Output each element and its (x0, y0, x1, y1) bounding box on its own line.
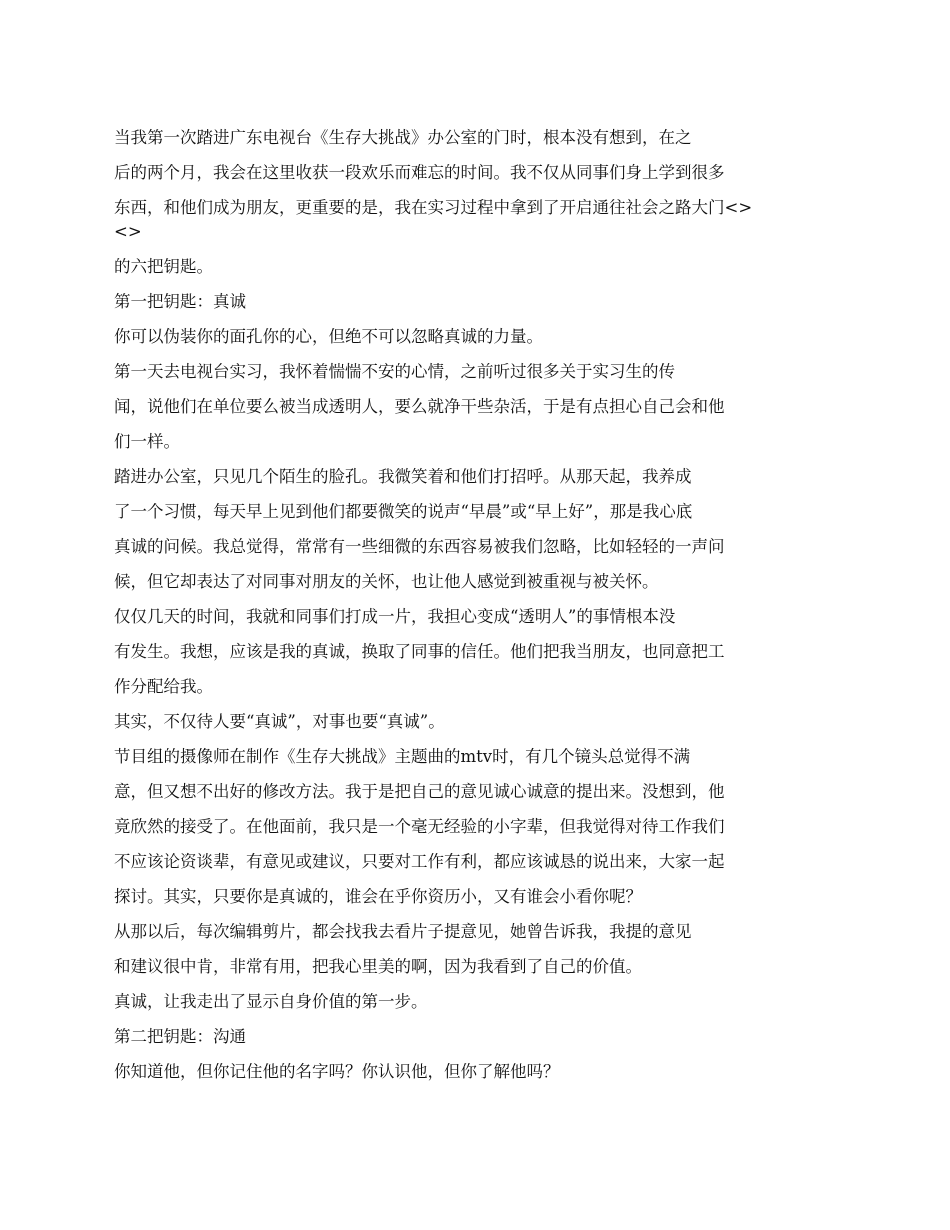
text-line: 闻，说他们在单位要么被当成透明人，要么就净干些杂活，于是有点担心自己会和他 (114, 397, 725, 416)
text-line: 仅仅几天的时间，我就和同事们打成一片，我担心变成“透明人”的事情根本没 (114, 607, 676, 626)
text-line: 后的两个月，我会在这里收获一段欢乐而难忘的时间。我不仅从同事们身上学到很多 (114, 163, 725, 182)
text-line: 当我第一次踏进广东电视台《生存大挑战》办公室的门时，根本没有想到，在之 (114, 128, 692, 147)
section-heading: 第二把钥匙：沟通 (114, 1027, 246, 1046)
text-line: 真诚的问候。我总觉得，常常有一些细微的东西容易被我们忽略，比如轻轻的一声问 (114, 537, 725, 556)
text-line: 意，但又想不出好的修改方法。我于是把自己的意见诚心诚意的提出来。没想到，他 (114, 782, 725, 801)
text-line: 你可以伪装你的面孔你的心，但绝不可以忽略真诚的力量。 (114, 327, 543, 346)
text-line: 的六把钥匙。 (114, 257, 213, 276)
text-line: 了一个习惯，每天早上见到他们都要微笑的说声“早晨”或“早上好”，那是我心底 (114, 502, 693, 521)
text-line: 从那以后，每次编辑剪片，都会找我去看片子提意见，她曾告诉我，我提的意见 (114, 922, 692, 941)
text-line: 作分配给我。 (114, 677, 213, 696)
text-line: 们一样。 (114, 432, 180, 451)
text-line: 踏进办公室，只见几个陌生的脸孔。我微笑着和他们打招呼。从那天起，我养成 (114, 467, 692, 486)
text-line: 第一天去电视台实习，我怀着惴惴不安的心情，之前听过很多关于实习生的传 (114, 362, 675, 381)
section-heading: 第一把钥匙：真诚 (114, 292, 246, 311)
text-line: 真诚，让我走出了显示自身价值的第一步。 (114, 992, 428, 1011)
text-line: 不应该论资谈辈，有意见或建议，只要对工作有利，都应该诚恳的说出来，大家一起 (114, 852, 725, 871)
text-line: 竟欣然的接受了。在他面前，我只是一个毫无经验的小字辈，但我觉得对待工作我们 (114, 817, 725, 836)
text-line: 探讨。其实，只要你是真诚的，谁会在乎你资历小，又有谁会小看你呢？ (114, 887, 642, 906)
text-line: 有发生。我想，应该是我的真诚，换取了同事的信任。他们把我当朋友，也同意把工 (114, 642, 725, 661)
text-line: 节目组的摄像师在制作《生存大挑战》主题曲的mtv时，有几个镜头总觉得不满 (114, 747, 691, 766)
text-line: <> (114, 222, 142, 241)
text-line: 其实，不仅待人要“真诚”，对事也要“真诚”。 (114, 712, 445, 731)
text-line: 东西，和他们成为朋友，更重要的是，我在实习过程中拿到了开启通往社会之路大门<> (114, 198, 753, 217)
text-line: 和建议很中肯，非常有用，把我心里美的啊，因为我看到了自己的价值。 (114, 957, 642, 976)
text-line: 你知道他，但你记住他的名字吗？你认识他，但你了解他吗？ (114, 1062, 560, 1081)
text-line: 候，但它却表达了对同事对朋友的关怀，也让他人感觉到被重视与被关怀。 (114, 572, 659, 591)
